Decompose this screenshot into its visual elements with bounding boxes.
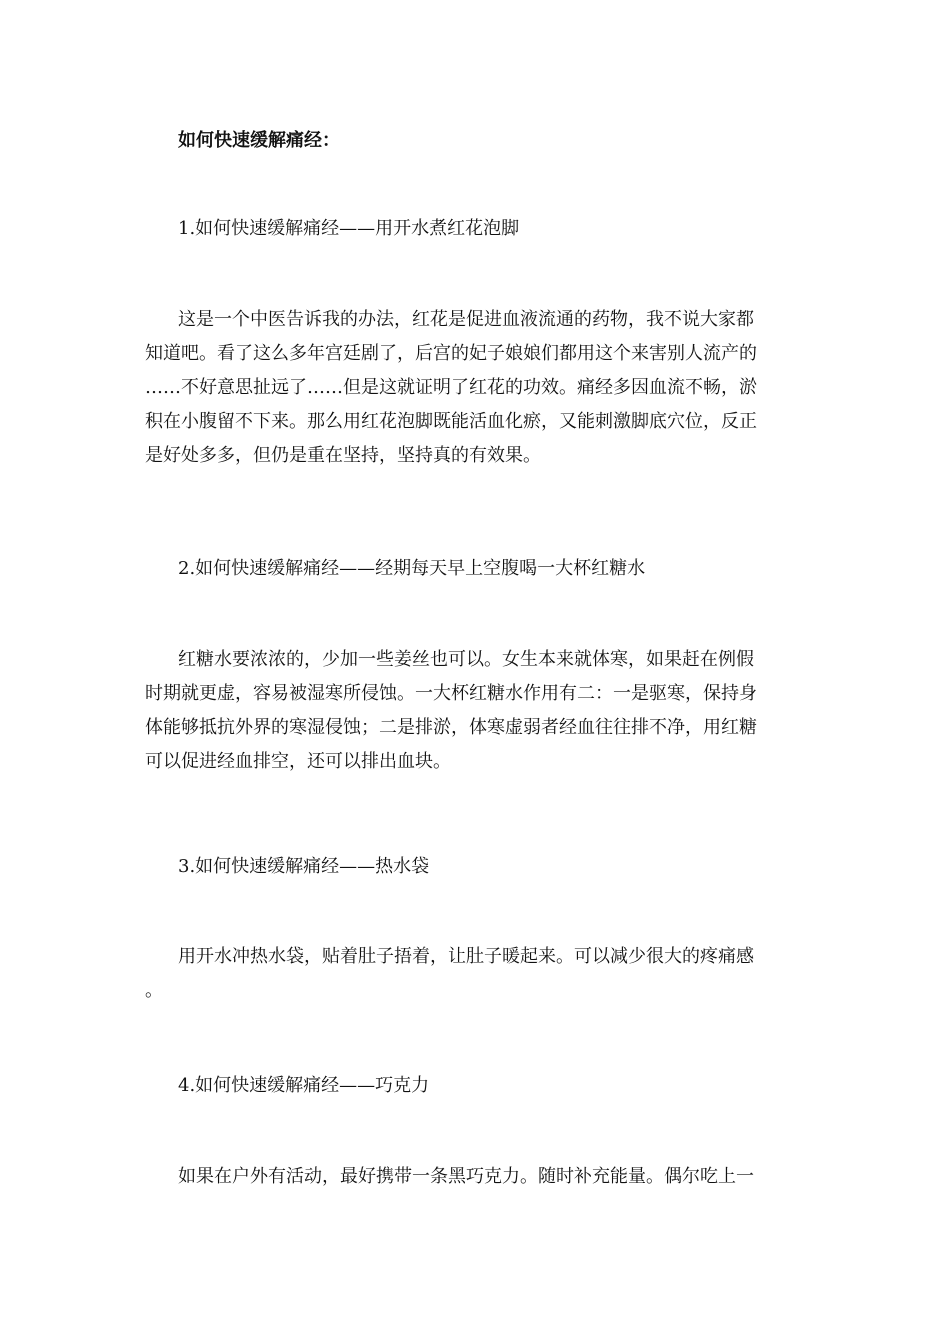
section-2-heading: 2.如何快速缓解痛经——经期每天早上空腹喝一大杯红糖水 [178, 558, 646, 579]
paragraph-line: 体能够抵抗外界的寒湿侵蚀；二是排淤，体寒虚弱者经血往往排不净，用红糖 [145, 717, 757, 738]
section-4-paragraph [145, 1160, 797, 1194]
paragraph-line: 红糖水要浓浓的，少加一些姜丝也可以。女生本来就体寒，如果赶在例假 [178, 649, 754, 670]
section-1-heading: 1.如何快速缓解痛经——用开水煮红花泡脚 [178, 218, 520, 239]
paragraph-line: 可以促进经血排空，还可以排出血块。 [145, 751, 451, 772]
paragraph-line: 用开水冲热水袋，贴着肚子捂着，让肚子暖起来。可以减少很大的疼痛感 [178, 946, 754, 967]
section-1-paragraph [145, 303, 797, 473]
paragraph-line: 知道吧。看了这么多年宫廷剧了，后宫的妃子娘娘们都用这个来害别人流产的 [145, 343, 757, 364]
paragraph-line: ……不好意思扯远了……但是这就证明了红花的功效。痛经多因血流不畅，淤 [145, 377, 757, 398]
document-title: 如何快速缓解痛经： [178, 130, 340, 151]
section-2-paragraph [145, 643, 797, 779]
section-3-paragraph [145, 940, 797, 1008]
paragraph-line: 是好处多多，但仍是重在坚持，坚持真的有效果。 [145, 445, 541, 466]
paragraph-line: 时期就更虚，容易被湿寒所侵蚀。一大杯红糖水作用有二：一是驱寒，保持身 [145, 683, 757, 704]
paragraph-line: 如果在户外有活动，最好携带一条黑巧克力。随时补充能量。偶尔吃上一 [178, 1166, 754, 1187]
paragraph-line: 。 [145, 980, 163, 1001]
paragraph-line: 积在小腹留不下来。那么用红花泡脚既能活血化瘀，又能刺激脚底穴位，反正 [145, 411, 757, 432]
section-4-heading: 4.如何快速缓解痛经——巧克力 [178, 1075, 430, 1096]
section-3-heading: 3.如何快速缓解痛经——热水袋 [178, 856, 430, 877]
paragraph-line: 这是一个中医告诉我的办法，红花是促进血液流通的药物，我不说大家都 [178, 309, 754, 330]
